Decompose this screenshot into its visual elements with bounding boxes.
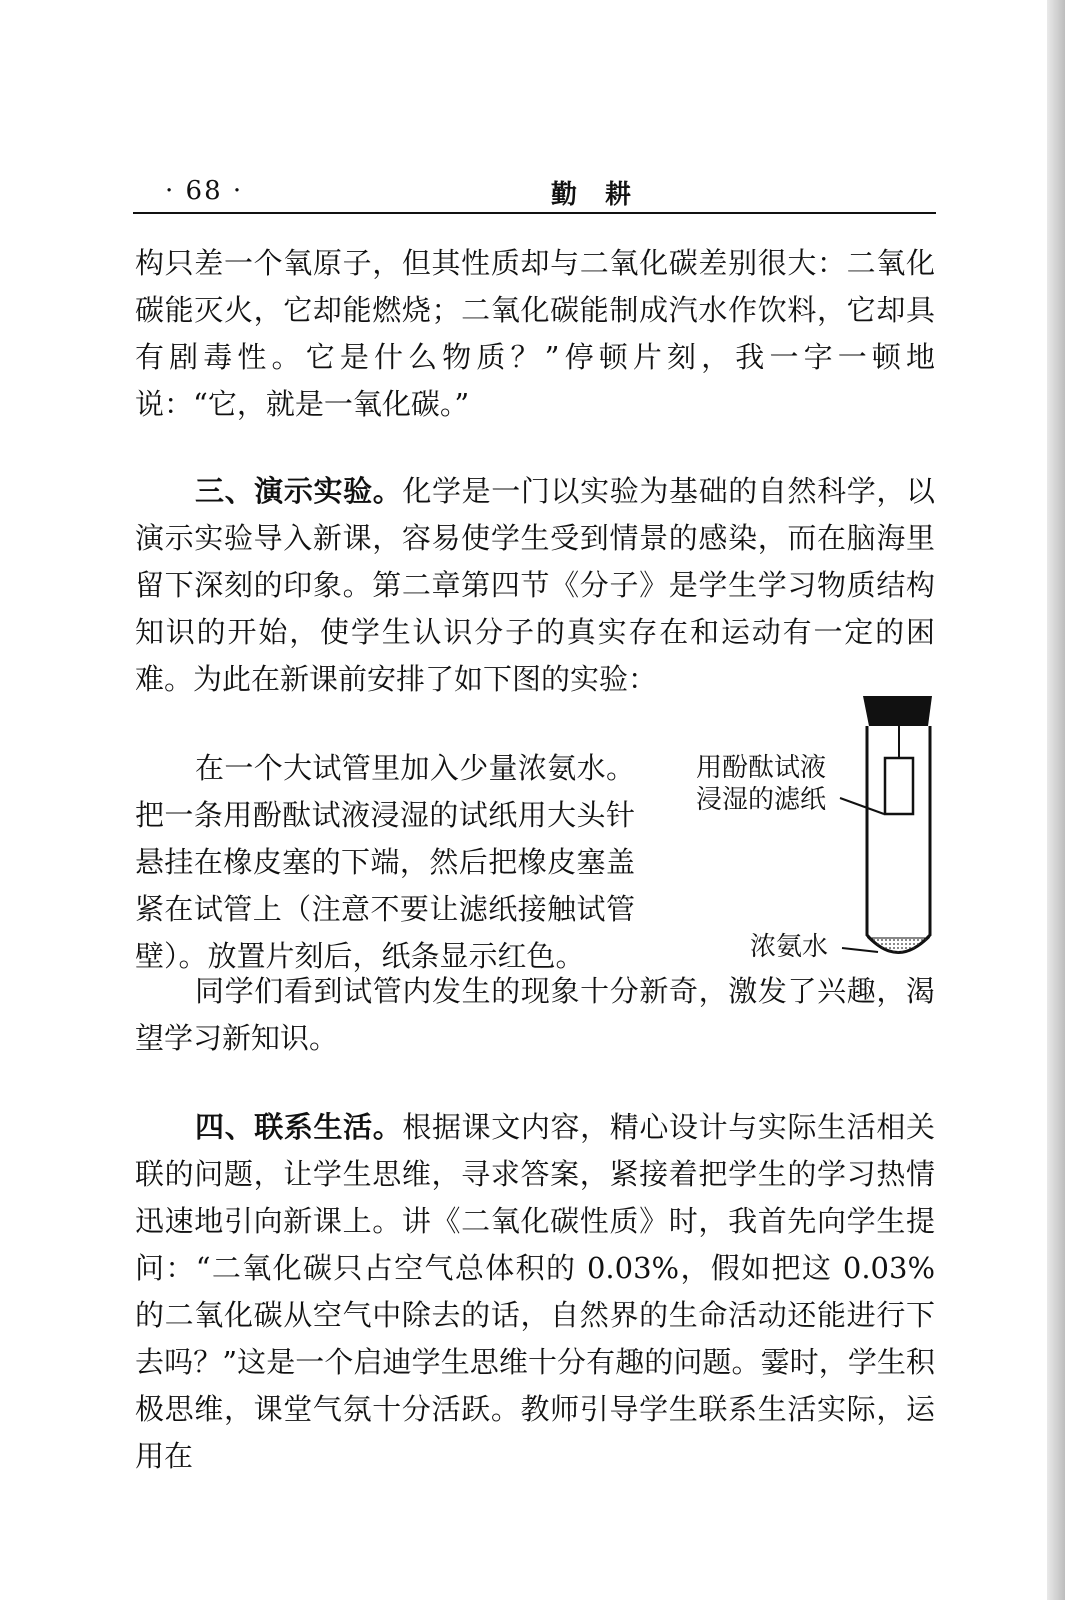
label-ammonia: 浓氨水: [750, 932, 829, 962]
paragraph-demonstration: [135, 468, 935, 703]
section-heading-real-life: 四、联系生活。: [195, 1110, 403, 1144]
filter-paper: [885, 758, 913, 814]
page-edge-shadow: [1047, 0, 1065, 1600]
paragraph-experiment-steps: 在一个大试管里加入少量浓氨水。把一条用酚酞试液浸湿的试纸用大头针悬挂在橡皮塞的下端，然后把橡皮塞盖紧在试管上（注意不要让滤纸接触试管壁）。放置片刻后，纸条显示红色。: [135, 751, 635, 973]
section-heading-demonstration: 三、演示实验。: [195, 474, 403, 508]
running-title: 勤耕: [550, 180, 660, 210]
page-header: [135, 172, 935, 212]
rubber-stopper: [863, 696, 932, 726]
paragraph-real-life-body: 根据课文内容，精心设计与实际生活相关联的问题，让学生思维，寻求答案，紧接着把学生的学习热情迅速地引向新课上。讲《二氧化碳性质》时，我首先向学生提问：“二氧化碳只占空气总体积的 0.03%，假如把这 0.03% 的二氧化碳从空气中除去的话，自然界的生命活动还能进行下去吗？”这是一个启迪学生思维十分有趣的问题。霎时，学生积极思维，课堂气氛十分活跃。教师引导学生联系生活实际，运用在: [135, 1110, 935, 1473]
paragraph-student-reaction: 同学们看到试管内发生的现象十分新奇，激发了兴趣，渴望学习新知识。: [135, 974, 935, 1055]
label-filter-paper-line2: 浸湿的滤纸: [696, 785, 827, 815]
label-filter-paper-line1: 用酚酞试液: [696, 753, 827, 783]
page-number: · 68 ·: [165, 176, 244, 206]
ammonia-liquid: [868, 938, 929, 953]
paragraph-demonstration-body: 化学是一门以实验为基础的自然科学，以演示实验导入新课，容易使学生受到情景的感染，而在脑海里留下深刻的印象。第二章第四节《分子》是学生学习物质结构知识的开始，使学生认识分子的真实存在和运动有一定的困难。为此在新课前安排了如下图的实验：: [135, 474, 935, 696]
test-tube-diagram: [680, 690, 950, 990]
pointer-ammonia: [842, 948, 878, 952]
header-rule: [133, 212, 936, 214]
pointer-filter-paper: [840, 798, 884, 814]
paragraph-real-life: [135, 1104, 935, 1480]
paragraph-continuation: 构只差一个氧原子，但其性质却与二氧化碳差别很大：二氧化碳能灭火，它却能燃烧；二氧化碳能制成汽水作饮料，它却具有剧毒性。它是什么物质？”停顿片刻，我一字一顿地说：“它，就是一氧化碳。”: [135, 246, 935, 421]
